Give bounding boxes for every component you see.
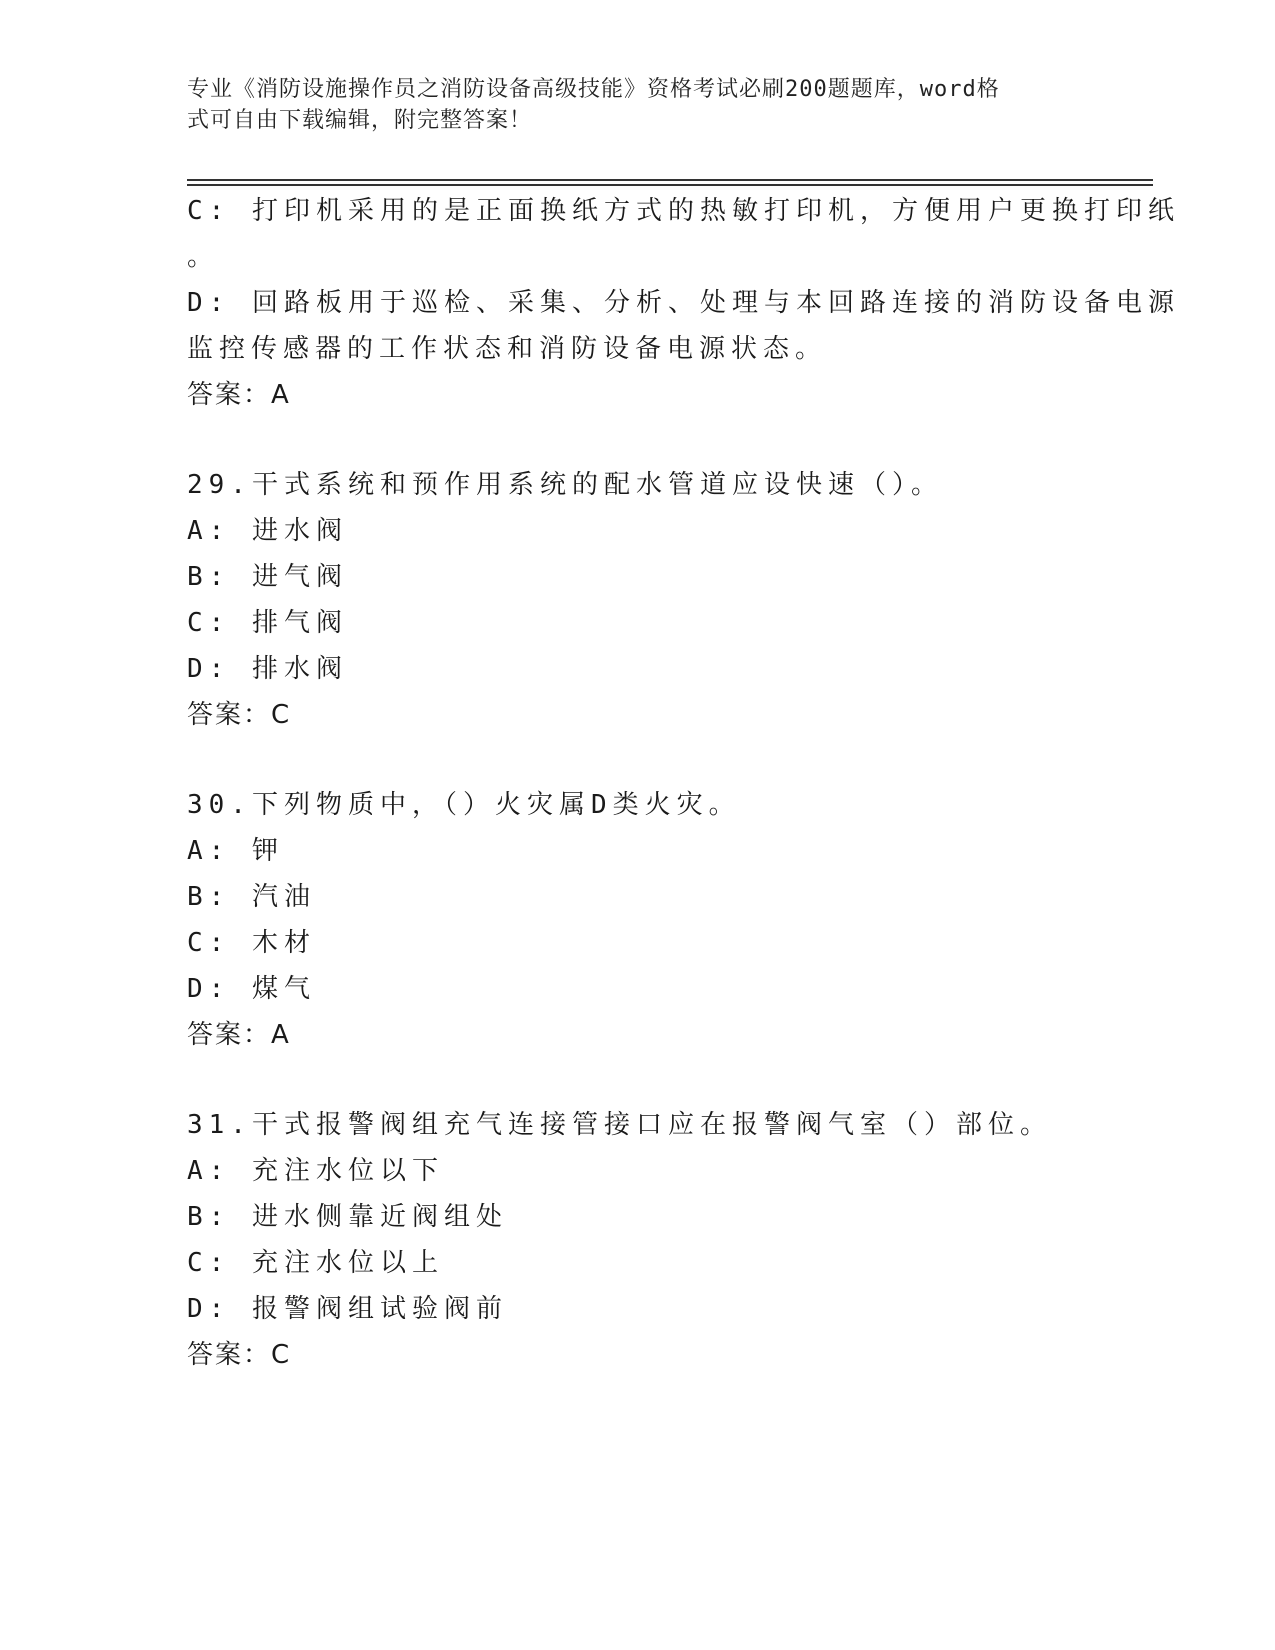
header-divider-top	[187, 179, 1153, 181]
option-a: A: 充注水位以下	[187, 1156, 444, 1186]
option-d: D: 报警阀组试验阀前	[187, 1294, 508, 1324]
spacer	[187, 738, 1117, 782]
option-c: C: 排气阀	[187, 608, 348, 638]
answer: 答案：C	[187, 700, 292, 730]
question-content	[187, 188, 1180, 1378]
question-31	[187, 1102, 1117, 1378]
answer: 答案：A	[187, 380, 291, 410]
question-stem: 31.干式报警阀组充气连接管接口应在报警阀气室（）部位。	[187, 1110, 1052, 1140]
option-d: D: 排水阀	[187, 654, 348, 684]
option-d-line-1: D: 回路板用于巡检、采集、分析、处理与本回路连接的消防设备电源	[187, 288, 1180, 318]
option-d-line-2: 监控传感器的工作状态和消防设备电源状态。	[187, 334, 828, 364]
header-divider-bottom	[187, 184, 1153, 186]
option-c: C: 木材	[187, 928, 316, 958]
option-d: D: 煤气	[187, 974, 316, 1004]
option-b: B: 汽油	[187, 882, 316, 912]
question-30	[187, 782, 1117, 1058]
question-stem: 30.下列物质中，（）火灾属D类火灾。	[187, 790, 741, 820]
answer: 答案：A	[187, 1020, 291, 1050]
spacer	[187, 1058, 1117, 1102]
spacer	[187, 418, 1117, 462]
option-a: A: 钾	[187, 836, 284, 866]
option-c-line-1: C: 打印机采用的是正面换纸方式的热敏打印机，方便用户更换打印纸	[187, 196, 1180, 226]
continued-question	[187, 188, 1180, 418]
document-header	[187, 74, 1067, 136]
question-29	[187, 462, 1117, 738]
option-c-line-2: 。	[187, 242, 220, 272]
header-line-2: 式可自由下载编辑，附完整答案！	[187, 108, 533, 133]
option-b: B: 进气阀	[187, 562, 348, 592]
header-line-1: 专业《消防设施操作员之消防设备高级技能》资格考试必刷200题题库，word格	[187, 77, 1000, 102]
option-b: B: 进水侧靠近阀组处	[187, 1202, 508, 1232]
option-c: C: 充注水位以上	[187, 1248, 444, 1278]
option-a: A: 进水阀	[187, 516, 348, 546]
question-stem: 29.干式系统和预作用系统的配水管道应设快速（）。	[187, 470, 943, 500]
answer: 答案：C	[187, 1340, 292, 1370]
